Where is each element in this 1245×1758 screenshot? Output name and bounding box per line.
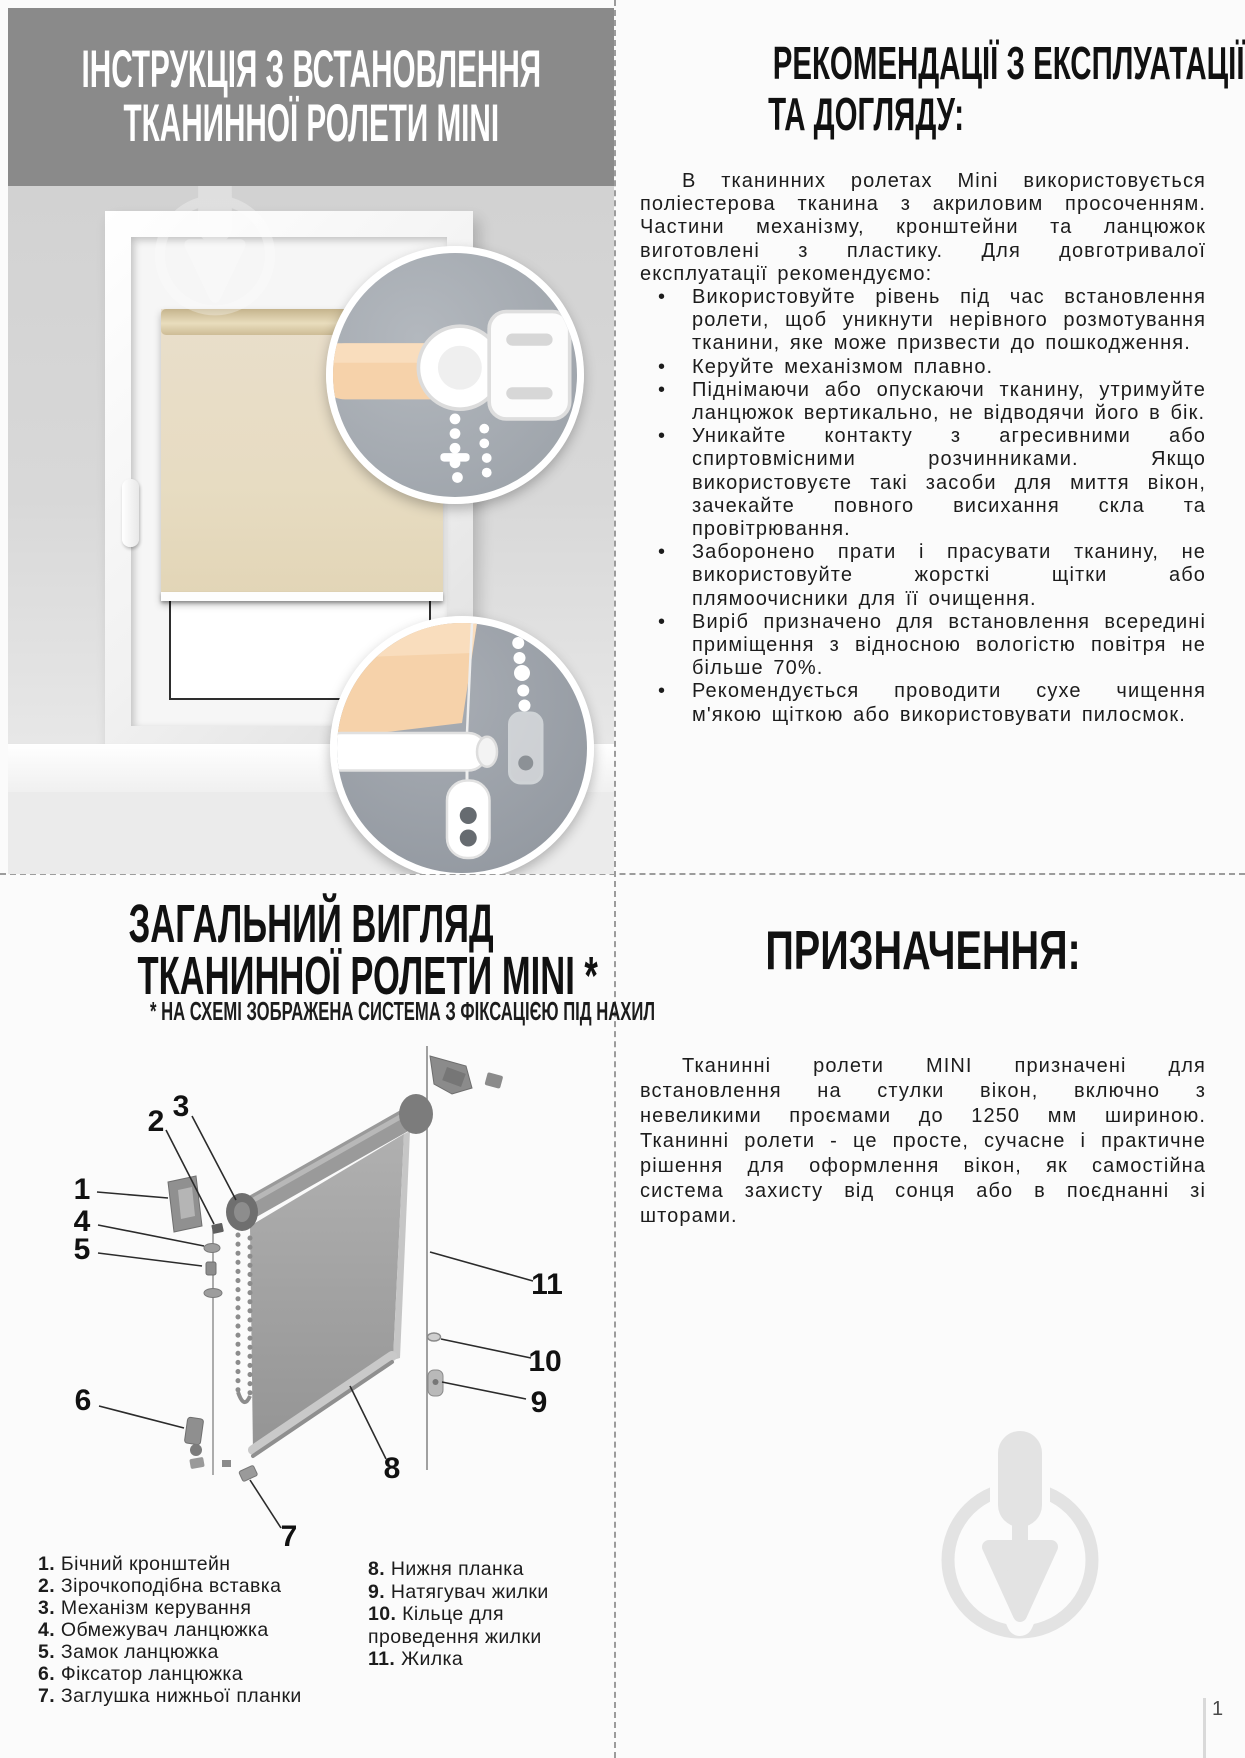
care-title: РЕКОМЕНДАЦІЇ З ЕКСПЛУАТАЦІЇ ТА ДОГЛЯДУ:	[768, 37, 1245, 140]
care-bullet: • Піднімаючи або опускаючи тканину, утримуйте ланцюжок вертикально, не відводячи його в бік.	[640, 379, 1206, 425]
care-bullet-list	[640, 286, 1206, 727]
legend-item: 4. Обмежувач ланцюжка	[38, 1619, 269, 1641]
mechanism-detail-illustration	[333, 253, 577, 497]
care-bullet: • Уникайте контакту з агресивними або спиртовмісними розчинниками. Якщо використовуєте такі засоби для миття вікон, зачекайте повного висихання скла та провітрювання.	[640, 425, 1206, 541]
install-title-line2: ТКАНИННОЇ РОЛЕТИ MINI	[123, 94, 499, 153]
legend-item: 7. Заглушка нижньої планки	[38, 1685, 302, 1707]
diagram-label-10: 10	[528, 1345, 562, 1378]
install-title-line1: ІНСТРУКЦІЯ З ВСТАНОВЛЕННЯ	[81, 40, 541, 99]
install-title-band	[8, 8, 614, 186]
legend-item: 11. Жилка	[368, 1648, 464, 1670]
care-bullet: • Керуйте механізмом плавно.	[640, 356, 1206, 379]
diagram-label-6: 6	[74, 1384, 92, 1417]
footer-corner-line	[1203, 1698, 1206, 1758]
legend-item: 5. Замок ланцюжка	[38, 1641, 219, 1663]
care-bullet: • Виріб призначено для встановлення всередині приміщення з відносною вологістю повітря не більше 70%.	[640, 611, 1206, 681]
diagram-label-8: 8	[383, 1452, 401, 1485]
care-bullet: • Заборонено прати і прасувати тканину, не використовуйте жорсткі щітки або плямоочисники для її очищення.	[640, 541, 1206, 611]
blind-bottom-bar	[161, 592, 443, 601]
care-section	[640, 37, 1245, 727]
overview-title: ЗАГАЛЬНИЙ ВИГЛЯД ТКАНИННОЇ РОЛЕТИ MINI *	[128, 894, 598, 1006]
roller-blind-diagram	[0, 1030, 615, 1590]
diagram-label-1: 1	[73, 1173, 91, 1206]
diagram-label-11: 11	[531, 1268, 563, 1301]
care-bullet: • Використовуйте рівень під час встановлення ролети, щоб уникнути нерівного розмотування тканини, яке може призвести до пошкодження.	[640, 286, 1206, 356]
legend-item: 9. Натягувач жилки	[368, 1580, 549, 1603]
diagram-label-9: 9	[530, 1386, 548, 1419]
trowel-logo-watermark-icon	[935, 1425, 1105, 1655]
diagram-label-3: 3	[172, 1090, 190, 1123]
page-number: 1	[1212, 1698, 1224, 1720]
legend-item: 8. Нижня планка	[368, 1558, 524, 1580]
legend-item: 6. Фіксатор ланцюжка	[38, 1663, 244, 1685]
parts-legend-left	[38, 1553, 343, 1707]
care-bullet: • Рекомендується проводити сухе чищення м'якою щіткою або використовувати пилосмок.	[640, 680, 1206, 726]
legend-item: 10. Кільце для проведення жилки	[368, 1603, 542, 1648]
window-handle	[122, 479, 139, 547]
window-photo	[8, 186, 614, 874]
diagram-label-4: 4	[73, 1205, 91, 1238]
purpose-title: ПРИЗНАЧЕННЯ:	[765, 919, 1081, 981]
diagram-label-5: 5	[73, 1233, 91, 1266]
tensioner-detail-callout	[330, 616, 594, 874]
mechanism-detail-callout	[326, 246, 584, 504]
legend-item: 1. Бічний кронштейн	[38, 1553, 231, 1575]
parts-legend-right	[368, 1558, 580, 1671]
legend-item: 3. Механізм керування	[38, 1597, 252, 1619]
purpose-section	[640, 919, 1206, 1249]
overview-note: * НА СХЕМІ ЗОБРАЖЕНА СИСТЕМА З ФІКСАЦІЄЮ ПІД НАХИЛ	[150, 996, 656, 1026]
diagram-label-2: 2	[147, 1105, 165, 1138]
tensioner-detail-illustration	[337, 623, 587, 873]
legend-item: 2. Зірочкоподібна вставка	[38, 1575, 282, 1597]
diagram-label-7: 7	[280, 1520, 298, 1553]
care-intro-paragraph: В тканинних ролетах Mini використовується поліестерова тканина з акриловим просоченням. Частини механізму, кронштейни та ланцюжок виготовлені з пластику. Для довготривалої експлуатації рекомендуємо:	[640, 170, 1206, 285]
purpose-paragraph: Тканинні ролети MINI призначені для встановлення на стулки вікон, включно з невеликими проємами до 1250 мм шириною. Тканинні ролети - це просте, сучасне і практичне рішення для оформлення вікон, як самостійна система захисту від сонця або в поєднанні зі шторами.	[640, 1055, 1206, 1227]
